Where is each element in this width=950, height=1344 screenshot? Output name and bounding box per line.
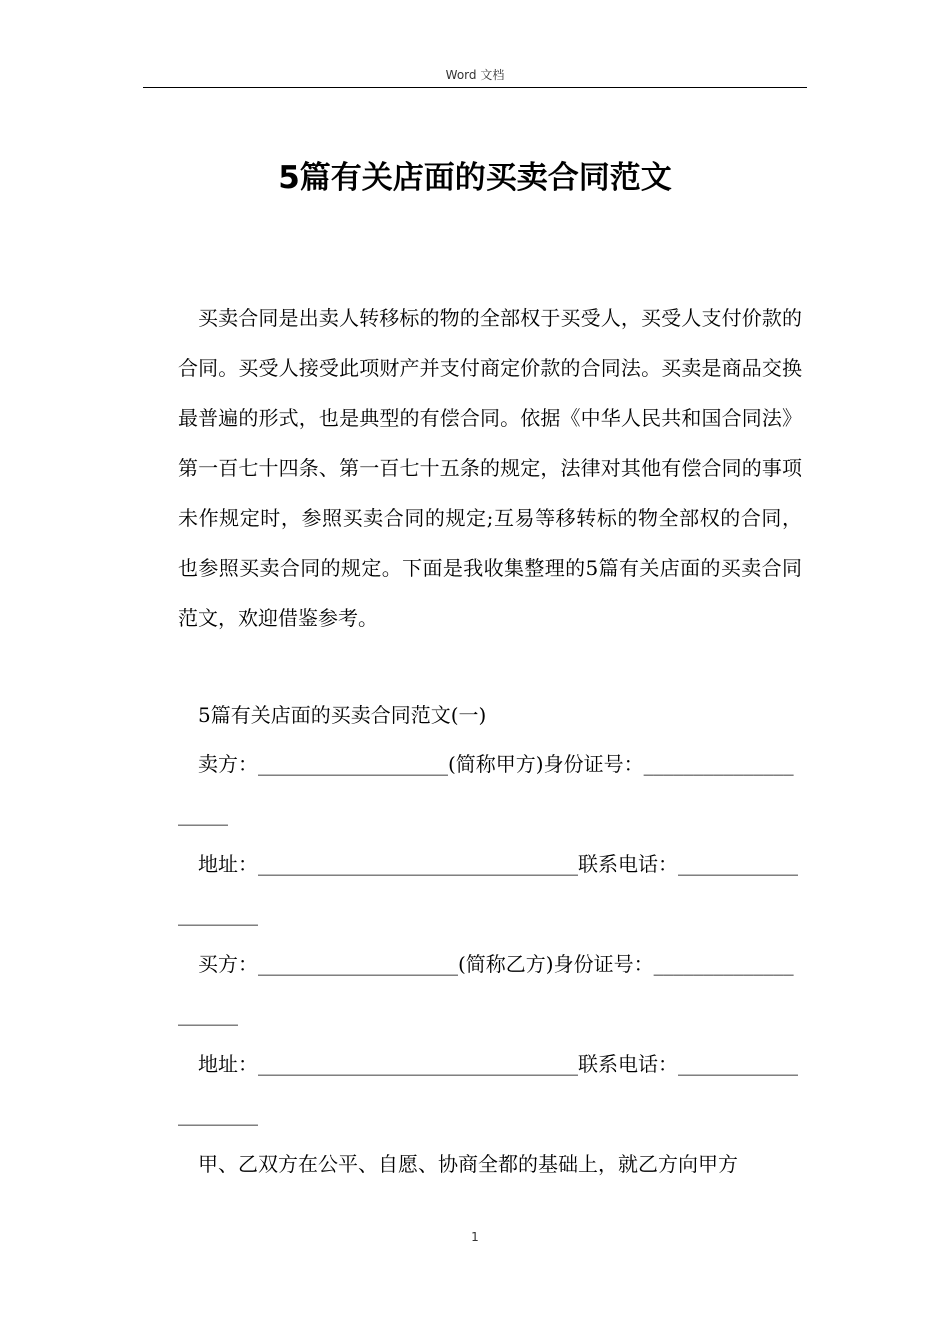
page-number: 1 xyxy=(471,1230,479,1244)
buyer-line: 买方：____________________(简称乙方)身份证号：____________________ xyxy=(178,952,794,1026)
agreement-paragraph: 甲、乙双方在公平、自愿、协商全都的基础上，就乙方向甲方 xyxy=(198,1152,738,1176)
header-divider xyxy=(143,87,807,88)
buyer-address-line: 地址：________________________________联系电话：____________________ xyxy=(178,1052,798,1126)
document-title: 5篇有关店面的买卖合同范文 xyxy=(278,160,672,196)
page-header: Word 文档 xyxy=(445,68,505,82)
seller-address-line: 地址：________________________________联系电话：____________________ xyxy=(178,852,798,926)
intro-paragraph: 买卖合同是出卖人转移标的物的全部权于买受人，买受人支付价款的合同。买受人接受此项财产并支付商定价款的合同法。买卖是商品交换最普遍的形式，也是典型的有偿合同。依据《中华人民共和国合同法》第一百七十四条、第一百七十五条的规定，法律对其他有偿合同的事项未作规定时，参照买卖合同的规定;互易等移转标的物全部权的合同，也参照买卖合同的规定。下面是我收集整理的5篇有关店面的买卖合同范文，欢迎借鉴参考。 xyxy=(178,306,802,630)
seller-line: 卖方：___________________(简称甲方)身份证号：____________________ xyxy=(178,752,794,826)
section-title: 5篇有关店面的买卖合同范文(一) xyxy=(198,703,487,727)
